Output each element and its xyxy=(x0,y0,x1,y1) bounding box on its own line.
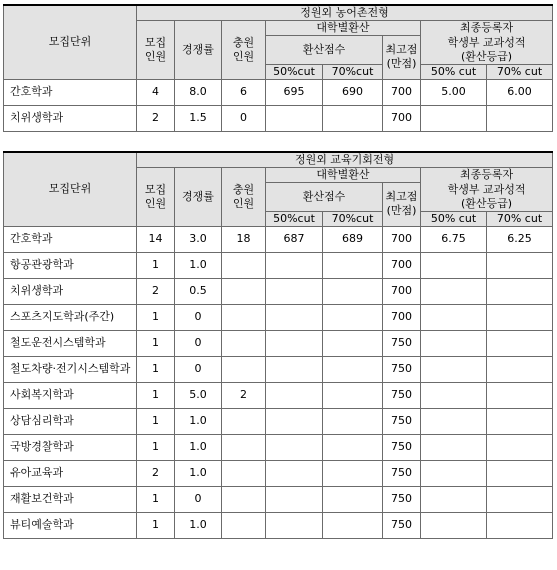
cell-grade-50cut xyxy=(421,105,487,131)
header-title: 정원외 농어촌전형 xyxy=(137,5,553,21)
header-fill: 충원 인원 xyxy=(222,168,266,227)
table-row xyxy=(4,486,553,512)
cell-max-score: 750 xyxy=(383,460,421,486)
table-row xyxy=(4,330,553,356)
table-row xyxy=(4,105,553,131)
cell-unit: 재활보건학과 xyxy=(4,486,137,512)
table-row xyxy=(4,356,553,382)
cell-max-score: 750 xyxy=(383,512,421,538)
cell-unit: 항공관광학과 xyxy=(4,252,137,278)
cell-max-score: 750 xyxy=(383,408,421,434)
cell-unit: 철도운전시스템학과 xyxy=(4,330,137,356)
cell-unit: 유아교육과 xyxy=(4,460,137,486)
table-row xyxy=(4,79,553,105)
cell-grade-50cut: 5.00 xyxy=(421,79,487,105)
cell-competition: 1.0 xyxy=(175,460,222,486)
cell-competition: 0 xyxy=(175,356,222,382)
cell-max-score: 750 xyxy=(383,356,421,382)
cell-score-50cut xyxy=(266,278,323,304)
cell-grade-70cut: 6.00 xyxy=(487,79,553,105)
header-final-cut50: 50% cut xyxy=(421,211,487,226)
cell-fill xyxy=(222,512,266,538)
cell-unit: 스포츠지도학과(주간) xyxy=(4,304,137,330)
cell-grade-70cut xyxy=(487,105,553,131)
cell-score-70cut xyxy=(323,278,383,304)
table-row xyxy=(4,226,553,252)
header-competition: 경쟁률 xyxy=(175,21,222,80)
cell-grade-50cut xyxy=(421,434,487,460)
cell-recruit: 1 xyxy=(137,434,175,460)
cell-fill xyxy=(222,356,266,382)
cell-score-70cut xyxy=(323,356,383,382)
cell-grade-70cut xyxy=(487,252,553,278)
cell-score-50cut xyxy=(266,105,323,131)
cell-grade-50cut xyxy=(421,486,487,512)
cell-score-70cut xyxy=(323,486,383,512)
cell-score-70cut: 689 xyxy=(323,226,383,252)
cell-grade-50cut xyxy=(421,304,487,330)
header-final-reg: 최종등록자 xyxy=(421,21,553,36)
cell-competition: 0 xyxy=(175,304,222,330)
cell-score-50cut xyxy=(266,356,323,382)
cell-fill: 18 xyxy=(222,226,266,252)
cell-recruit: 1 xyxy=(137,408,175,434)
cell-recruit: 2 xyxy=(137,278,175,304)
cell-max-score: 750 xyxy=(383,486,421,512)
cell-score-70cut xyxy=(323,330,383,356)
cell-fill xyxy=(222,408,266,434)
header-cut70: 70%cut xyxy=(323,64,383,79)
cell-max-score: 700 xyxy=(383,79,421,105)
header-transcript: 학생부 교과성적 (환산등급) xyxy=(421,183,553,212)
cell-fill xyxy=(222,434,266,460)
cell-competition: 1.0 xyxy=(175,512,222,538)
header-recruit: 모집 인원 xyxy=(137,168,175,227)
cell-recruit: 2 xyxy=(137,105,175,131)
header-unit: 모집단위 xyxy=(4,152,137,226)
header-title: 정원외 교육기회전형 xyxy=(137,152,553,168)
cell-unit: 뷰티예술학과 xyxy=(4,512,137,538)
header-univ-convert: 대학별환산 xyxy=(266,21,421,36)
cell-competition: 1.5 xyxy=(175,105,222,131)
header-cut50: 50%cut xyxy=(266,211,323,226)
cell-recruit: 1 xyxy=(137,252,175,278)
table-row xyxy=(4,278,553,304)
cell-score-50cut xyxy=(266,304,323,330)
cell-unit: 치위생학과 xyxy=(4,105,137,131)
cell-competition: 0.5 xyxy=(175,278,222,304)
cell-score-70cut xyxy=(323,408,383,434)
header-final-cut70: 70% cut xyxy=(487,64,553,79)
cell-unit: 사회복지학과 xyxy=(4,382,137,408)
cell-grade-70cut xyxy=(487,460,553,486)
cell-grade-70cut: 6.25 xyxy=(487,226,553,252)
header-max-score: 최고점 (만점) xyxy=(383,36,421,80)
cell-competition: 0 xyxy=(175,486,222,512)
cell-recruit: 1 xyxy=(137,356,175,382)
table-row xyxy=(4,434,553,460)
cell-grade-70cut xyxy=(487,382,553,408)
cell-grade-70cut xyxy=(487,356,553,382)
table-row xyxy=(4,460,553,486)
cell-grade-50cut xyxy=(421,356,487,382)
cell-grade-50cut xyxy=(421,512,487,538)
cell-competition: 0 xyxy=(175,330,222,356)
cell-score-70cut xyxy=(323,382,383,408)
cell-score-70cut: 690 xyxy=(323,79,383,105)
cell-score-50cut xyxy=(266,486,323,512)
cell-score-50cut: 695 xyxy=(266,79,323,105)
cell-unit: 국방경찰학과 xyxy=(4,434,137,460)
header-transcript: 학생부 교과성적 (환산등급) xyxy=(421,36,553,65)
cell-recruit: 1 xyxy=(137,330,175,356)
cell-recruit: 1 xyxy=(137,304,175,330)
header-competition: 경쟁률 xyxy=(175,168,222,227)
header-fill: 충원 인원 xyxy=(222,21,266,80)
cell-grade-50cut: 6.75 xyxy=(421,226,487,252)
cell-grade-50cut xyxy=(421,408,487,434)
cell-fill xyxy=(222,460,266,486)
cell-grade-50cut xyxy=(421,330,487,356)
cell-fill: 2 xyxy=(222,382,266,408)
cell-grade-50cut xyxy=(421,252,487,278)
cell-score-50cut xyxy=(266,252,323,278)
cell-recruit: 1 xyxy=(137,382,175,408)
cell-score-50cut: 687 xyxy=(266,226,323,252)
cell-grade-50cut xyxy=(421,382,487,408)
header-converted-score: 환산점수 xyxy=(266,183,383,212)
cell-fill xyxy=(222,252,266,278)
admission-table-education xyxy=(3,151,553,539)
cell-score-70cut xyxy=(323,105,383,131)
cell-score-70cut xyxy=(323,460,383,486)
cell-grade-70cut xyxy=(487,330,553,356)
cell-recruit: 1 xyxy=(137,512,175,538)
cell-grade-50cut xyxy=(421,278,487,304)
header-unit: 모집단위 xyxy=(4,5,137,79)
table-row xyxy=(4,512,553,538)
cell-max-score: 700 xyxy=(383,252,421,278)
cell-grade-70cut xyxy=(487,304,553,330)
cell-recruit: 14 xyxy=(137,226,175,252)
cell-unit: 상담심리학과 xyxy=(4,408,137,434)
cell-competition: 1.0 xyxy=(175,434,222,460)
cell-unit: 간호학과 xyxy=(4,226,137,252)
cell-fill: 6 xyxy=(222,79,266,105)
cell-competition: 1.0 xyxy=(175,408,222,434)
cell-score-50cut xyxy=(266,382,323,408)
cell-score-50cut xyxy=(266,434,323,460)
cell-grade-70cut xyxy=(487,434,553,460)
header-converted-score: 환산점수 xyxy=(266,36,383,65)
cell-unit: 간호학과 xyxy=(4,79,137,105)
admission-table-rural xyxy=(3,4,553,132)
cell-max-score: 700 xyxy=(383,278,421,304)
cell-score-50cut xyxy=(266,330,323,356)
cell-grade-70cut xyxy=(487,408,553,434)
cell-competition: 8.0 xyxy=(175,79,222,105)
cell-fill xyxy=(222,304,266,330)
header-univ-convert: 대학별환산 xyxy=(266,168,421,183)
table-row xyxy=(4,408,553,434)
cell-score-50cut xyxy=(266,460,323,486)
cell-competition: 1.0 xyxy=(175,252,222,278)
cell-score-70cut xyxy=(323,512,383,538)
cell-fill: 0 xyxy=(222,105,266,131)
cell-recruit: 4 xyxy=(137,79,175,105)
cell-grade-70cut xyxy=(487,278,553,304)
cell-grade-70cut xyxy=(487,486,553,512)
header-cut50: 50%cut xyxy=(266,64,323,79)
cell-score-50cut xyxy=(266,408,323,434)
cell-fill xyxy=(222,278,266,304)
cell-score-70cut xyxy=(323,304,383,330)
cell-max-score: 700 xyxy=(383,226,421,252)
cell-competition: 5.0 xyxy=(175,382,222,408)
cell-score-70cut xyxy=(323,434,383,460)
cell-fill xyxy=(222,486,266,512)
table-row xyxy=(4,252,553,278)
cell-max-score: 700 xyxy=(383,105,421,131)
cell-score-50cut xyxy=(266,512,323,538)
cell-max-score: 750 xyxy=(383,434,421,460)
header-final-reg: 최종등록자 xyxy=(421,168,553,183)
cell-recruit: 1 xyxy=(137,486,175,512)
table-row xyxy=(4,304,553,330)
table-row xyxy=(4,382,553,408)
cell-competition: 3.0 xyxy=(175,226,222,252)
cell-recruit: 2 xyxy=(137,460,175,486)
cell-max-score: 700 xyxy=(383,304,421,330)
cell-fill xyxy=(222,330,266,356)
cell-max-score: 750 xyxy=(383,330,421,356)
header-recruit: 모집 인원 xyxy=(137,21,175,80)
header-cut70: 70%cut xyxy=(323,211,383,226)
header-final-cut70: 70% cut xyxy=(487,211,553,226)
header-final-cut50: 50% cut xyxy=(421,64,487,79)
cell-unit: 철도차량·전기시스템학과 xyxy=(4,356,137,382)
cell-max-score: 750 xyxy=(383,382,421,408)
cell-score-70cut xyxy=(323,252,383,278)
cell-grade-50cut xyxy=(421,460,487,486)
cell-unit: 치위생학과 xyxy=(4,278,137,304)
cell-grade-70cut xyxy=(487,512,553,538)
header-max-score: 최고점 (만점) xyxy=(383,183,421,227)
